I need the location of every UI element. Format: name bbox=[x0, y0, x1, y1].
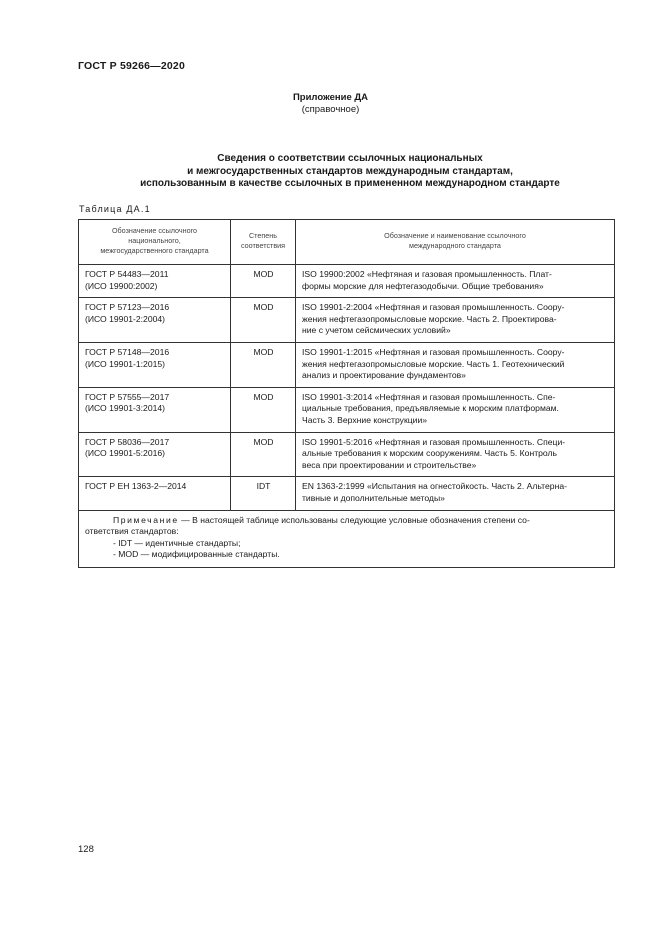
section-title-line: и межгосударственных стандартов международным стандартам, bbox=[187, 165, 513, 177]
appendix-heading bbox=[0, 92, 661, 116]
table-caption: Таблица ДА.1 bbox=[79, 204, 151, 214]
cell-national bbox=[79, 265, 231, 298]
header-text: межгосударственного стандарта bbox=[100, 246, 209, 255]
section-title bbox=[100, 153, 600, 191]
cell-international bbox=[296, 298, 615, 343]
note-item-idt: - IDT — идентичные стандарты; bbox=[113, 537, 241, 548]
table-row bbox=[79, 298, 615, 343]
cell-international bbox=[296, 432, 615, 477]
header-text: международного стандарта bbox=[409, 241, 501, 250]
cell-international bbox=[296, 387, 615, 432]
table-header-row bbox=[79, 220, 615, 265]
cell-national bbox=[79, 298, 231, 343]
note-first-line bbox=[85, 515, 608, 527]
cell-text: ГОСТ Р 58036—2017 bbox=[85, 436, 170, 447]
note-second-line: ответствия стандартов: bbox=[85, 526, 179, 537]
cell-international bbox=[296, 477, 615, 510]
cell-text: (ИСО 19901-1:2015) bbox=[85, 358, 166, 369]
cell-text: ISO 19901-3:2014 «Нефтяная и газовая промышленность. Спе- bbox=[302, 391, 556, 402]
cell-degree: IDT bbox=[231, 477, 296, 510]
section-title-line: использованным в качестве ссылочных в примененном международном стандарте bbox=[140, 178, 560, 189]
header-international-standard bbox=[296, 220, 615, 265]
header-national-standard bbox=[79, 220, 231, 265]
cell-text: ГОСТ Р 57148—2016 bbox=[85, 346, 170, 357]
document-code: ГОСТ Р 59266—2020 bbox=[78, 60, 186, 72]
cell-text: ГОСТ Р ЕН 1363-2—2014 bbox=[85, 481, 187, 492]
cell-national bbox=[79, 477, 231, 510]
header-text: Обозначение и наименование ссылочного bbox=[384, 231, 526, 240]
cell-text: жения нефтегазопромысловые морские. Часть 1. Геотехнический bbox=[302, 358, 565, 369]
cell-text: (ИСО 19901-5:2016) bbox=[85, 448, 166, 459]
header-text: Степень bbox=[248, 231, 277, 240]
cell-international bbox=[296, 265, 615, 298]
cell-text: веса при проектировании и строительстве» bbox=[302, 459, 477, 470]
cell-text: (ИСО 19901-2:2004) bbox=[85, 313, 166, 324]
header-text: национального, bbox=[128, 236, 181, 245]
cell-text: ISO 19900:2002 «Нефтяная и газовая промышленность. Плат- bbox=[302, 269, 552, 279]
cell-text: альные требования к морским сооружениям. Часть 5. Контроль bbox=[302, 448, 557, 459]
cell-degree: MOD bbox=[231, 265, 296, 298]
table-row bbox=[79, 387, 615, 432]
page-number: 128 bbox=[78, 844, 94, 855]
cell-text: ISO 19901-1:2015 «Нефтяная и газовая промышленность. Соору- bbox=[302, 346, 565, 357]
cell-text: анализ и проектирование фундаментов» bbox=[302, 370, 466, 381]
cell-text: ГОСТ Р 54483—2011 bbox=[85, 269, 169, 279]
cell-degree: MOD bbox=[231, 298, 296, 343]
table-row bbox=[79, 342, 615, 387]
cell-text: ГОСТ Р 57123—2016 bbox=[85, 302, 170, 313]
appendix-subtitle: (справочное) bbox=[301, 104, 360, 115]
header-text: соответствия bbox=[240, 241, 286, 250]
note-text: — В настоящей таблице использованы следующие условные обозначения степени со- bbox=[178, 514, 530, 525]
cell-degree: MOD bbox=[231, 342, 296, 387]
section-title-line: Сведения о соответствии ссылочных национальных bbox=[217, 153, 483, 164]
cell-text: Часть 3. Верхние конструкции» bbox=[302, 414, 428, 425]
header-degree bbox=[231, 220, 296, 265]
cell-text: ние с учетом сейсмических условий» bbox=[302, 325, 451, 336]
note-label: Примечание bbox=[113, 514, 179, 525]
cell-national bbox=[79, 387, 231, 432]
header-text: Обозначение ссылочного bbox=[111, 226, 198, 235]
cell-text: ГОСТ Р 57555—2017 bbox=[85, 391, 170, 402]
cell-national bbox=[79, 432, 231, 477]
cell-text: (ИСО 19901-3:2014) bbox=[85, 403, 166, 414]
cell-text: формы морские для нефтегазодобычи. Общие требования» bbox=[302, 280, 544, 291]
table-note-row bbox=[79, 510, 615, 567]
standards-table bbox=[78, 219, 615, 568]
table-row bbox=[79, 432, 615, 477]
cell-degree: MOD bbox=[231, 432, 296, 477]
cell-degree: MOD bbox=[231, 387, 296, 432]
cell-national bbox=[79, 342, 231, 387]
table-row bbox=[79, 477, 615, 510]
cell-text: тивные и дополнительные методы» bbox=[302, 492, 445, 503]
cell-text: EN 1363-2:1999 «Испытания на огнестойкость. Часть 2. Альтерна- bbox=[302, 481, 567, 492]
cell-text: (ИСО 19900:2002) bbox=[85, 280, 158, 291]
cell-text: ISO 19901-5:2016 «Нефтяная и газовая промышленность. Специ- bbox=[302, 436, 566, 447]
appendix-title: Приложение ДА bbox=[292, 92, 369, 103]
cell-international bbox=[296, 342, 615, 387]
table-row bbox=[79, 265, 615, 298]
cell-text: жения нефтегазопромысловые морские. Часть 2. Проектирова- bbox=[302, 313, 557, 324]
note-item-mod: - MOD — модифицированные стандарты. bbox=[113, 549, 280, 560]
cell-text: ISO 19901-2:2004 «Нефтяная и газовая промышленность. Соору- bbox=[302, 302, 565, 313]
table-note bbox=[79, 510, 615, 567]
cell-text: циальные требования, предъявляемые к морским платформам. bbox=[302, 403, 559, 414]
